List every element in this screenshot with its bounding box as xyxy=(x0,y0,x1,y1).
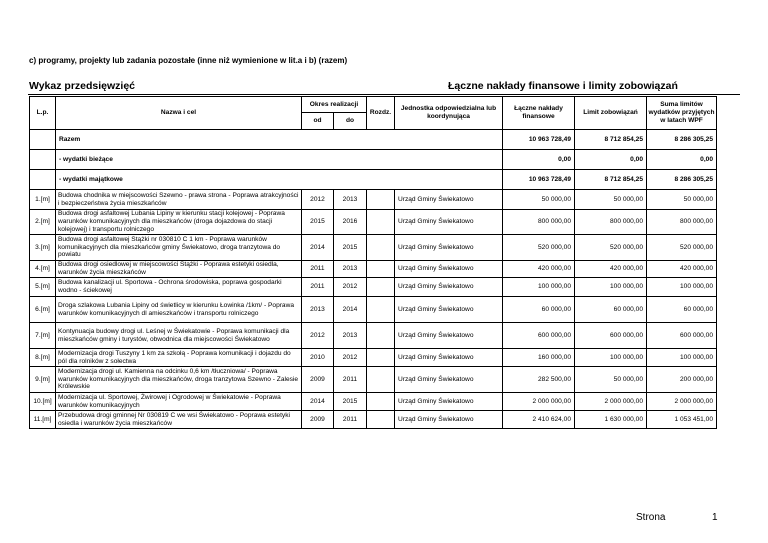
row-lp: 5.[m] xyxy=(30,278,56,297)
table-row xyxy=(30,411,717,429)
row-lp: 1.[m] xyxy=(30,190,56,210)
col-sum-header: Suma limitów wydatków przyjętych w latach WPF xyxy=(647,97,717,130)
row-unit: Urząd Gminy Świekatowo xyxy=(395,261,503,278)
row-to: 2013 xyxy=(334,323,367,349)
col-period-header: Okres realizacji xyxy=(302,97,367,113)
row-total: 60 000,00 xyxy=(503,297,575,323)
row-name: Droga szlakowa Lubania Lipiny od świetlicy w kierunku Łowinka /1km/ - Poprawa warunków komunikacyjnych dl amieszkańców i transportu rolniczego xyxy=(56,297,302,323)
row-name: Kontynuacja budowy drogi ul. Leśnej w Świekatowie - Poprawa komunikacji dla mieszkańców gminy i turystów, obwodnica dla miejscowości Świekatowo xyxy=(56,323,302,349)
row-sum: 50 000,00 xyxy=(647,190,717,210)
row-to: 2015 xyxy=(334,235,367,261)
summary-lp-cell xyxy=(30,150,56,170)
summary-row xyxy=(30,150,717,170)
table-row xyxy=(30,297,717,323)
row-rozdz xyxy=(367,261,395,278)
row-from: 2010 xyxy=(302,349,334,367)
row-name: Budowa drogi asfaltowej Stążki nr 030810 C 1 km - Poprawa warunków komunikacyjnych dla mieszkańców gminy Świekatowo, droga tranzytowa do powiatu xyxy=(56,235,302,261)
row-total: 2 000 000,00 xyxy=(503,393,575,411)
row-name: Budowa kanalizacji ul. Sportowa - Ochrona środowiska, poprawa gospodarki wodno - ściekowej xyxy=(56,278,302,297)
row-unit: Urząd Gminy Świekatowo xyxy=(395,393,503,411)
row-lp: 8.[m] xyxy=(30,349,56,367)
summary-total: 10 963 728,49 xyxy=(503,170,575,190)
page-label: Strona xyxy=(636,512,666,523)
table-row xyxy=(30,190,717,210)
row-name: Modernizacja drogi Tuszyny 1 km za szkołą - Poprawa komunikacji i dojazdu do pól dla rolników z sołectwa xyxy=(56,349,302,367)
summary-sum: 8 286 305,25 xyxy=(647,170,717,190)
table-row xyxy=(30,349,717,367)
row-total: 160 000,00 xyxy=(503,349,575,367)
row-lp: 6.[m] xyxy=(30,297,56,323)
row-lp: 4.[m] xyxy=(30,261,56,278)
row-limit: 800 000,00 xyxy=(575,210,647,235)
row-sum: 2 000 000,00 xyxy=(647,393,717,411)
row-sum: 800 000,00 xyxy=(647,210,717,235)
row-rozdz xyxy=(367,411,395,429)
col-lp-header: L.p. xyxy=(30,97,56,130)
row-lp: 7.[m] xyxy=(30,323,56,349)
row-rozdz xyxy=(367,210,395,235)
col-limit-header: Limit zobowiązań xyxy=(575,97,647,130)
row-limit: 50 000,00 xyxy=(575,367,647,393)
row-total: 100 000,00 xyxy=(503,278,575,297)
section-heading: c) programy, projekty lub zadania pozostałe (inne niż wymienione w lit.a i b) (razem) xyxy=(29,56,348,65)
row-name: Budowa drogi asfaltowej Lubania Lipiny w kierunku stacji kolejowej - Poprawa warunków komunikacyjnych dla mieszkańców (droga dojazdowa do stacji kolejowej) i transportu rolniczego xyxy=(56,210,302,235)
table-row xyxy=(30,261,717,278)
row-from: 2009 xyxy=(302,411,334,429)
row-limit: 2 000 000,00 xyxy=(575,393,647,411)
summary-label: - wydatki bieżące xyxy=(56,150,503,170)
summary-limit: 8 712 854,25 xyxy=(575,130,647,150)
row-to: 2013 xyxy=(334,261,367,278)
table-row xyxy=(30,210,717,235)
row-sum: 1 053 451,00 xyxy=(647,411,717,429)
row-limit: 50 000,00 xyxy=(575,190,647,210)
summary-row xyxy=(30,130,717,150)
row-unit: Urząd Gminy Świekatowo xyxy=(395,210,503,235)
title-divider xyxy=(28,94,740,95)
row-total: 282 500,00 xyxy=(503,367,575,393)
row-rozdz xyxy=(367,297,395,323)
row-rozdz xyxy=(367,190,395,210)
row-to: 2011 xyxy=(334,411,367,429)
row-unit: Urząd Gminy Świekatowo xyxy=(395,323,503,349)
row-total: 800 000,00 xyxy=(503,210,575,235)
row-rozdz xyxy=(367,393,395,411)
row-name: Budowa drogi osiedlowej w miejscowości Stążki - Poprawa estetyki osiedla, warunków życia mieszkańców xyxy=(56,261,302,278)
row-total: 600 000,00 xyxy=(503,323,575,349)
row-name: Modernizacja ul. Sportowej, Żwirowej i Ogrodowej w Świekatowie - Poprawa warunków komunikacyjnych xyxy=(56,393,302,411)
row-limit: 600 000,00 xyxy=(575,323,647,349)
row-unit: Urząd Gminy Świekatowo xyxy=(395,367,503,393)
row-from: 2014 xyxy=(302,235,334,261)
header-row-top xyxy=(30,97,717,113)
row-limit: 420 000,00 xyxy=(575,261,647,278)
summary-lp-cell xyxy=(30,170,56,190)
table-row xyxy=(30,235,717,261)
row-rozdz xyxy=(367,278,395,297)
row-to: 2015 xyxy=(334,393,367,411)
col-from-header: od xyxy=(302,113,334,130)
row-to: 2013 xyxy=(334,190,367,210)
summary-lp-cell xyxy=(30,130,56,150)
row-rozdz xyxy=(367,235,395,261)
row-to: 2014 xyxy=(334,297,367,323)
row-sum: 60 000,00 xyxy=(647,297,717,323)
row-unit: Urząd Gminy Świekatowo xyxy=(395,349,503,367)
row-from: 2014 xyxy=(302,393,334,411)
row-unit: Urząd Gminy Świekatowo xyxy=(395,278,503,297)
col-rozdz-header: Rozdz. xyxy=(367,97,395,130)
row-name: Przebudowa drogi gminnej Nr 030819 C we wsi Świekatowo - Poprawa estetyki osiedla i warunków życia mieszkańców xyxy=(56,411,302,429)
table-row xyxy=(30,323,717,349)
row-sum: 100 000,00 xyxy=(647,349,717,367)
row-total: 520 000,00 xyxy=(503,235,575,261)
col-unit-header: Jednostka odpowiedzialna lub koordynująca xyxy=(395,97,503,130)
row-unit: Urząd Gminy Świekatowo xyxy=(395,411,503,429)
row-to: 2012 xyxy=(334,278,367,297)
row-total: 50 000,00 xyxy=(503,190,575,210)
col-name-header: Nazwa i cel xyxy=(56,97,302,130)
summary-label: - wydatki majątkowe xyxy=(56,170,503,190)
row-lp: 10.[m] xyxy=(30,393,56,411)
row-total: 2 410 624,00 xyxy=(503,411,575,429)
summary-limit: 0,00 xyxy=(575,150,647,170)
row-rozdz xyxy=(367,367,395,393)
row-from: 2009 xyxy=(302,367,334,393)
row-limit: 100 000,00 xyxy=(575,278,647,297)
row-from: 2012 xyxy=(302,323,334,349)
row-from: 2011 xyxy=(302,278,334,297)
row-unit: Urząd Gminy Świekatowo xyxy=(395,297,503,323)
row-sum: 520 000,00 xyxy=(647,235,717,261)
row-name: Budowa chodnika w miejscowości Szewno - prawa strona - Poprawa atrakcyjności i bezpieczeństwa życia mieszkańców xyxy=(56,190,302,210)
list-title: Wykaz przedsięwzięć xyxy=(29,80,136,92)
summary-total: 10 963 728,49 xyxy=(503,130,575,150)
row-rozdz xyxy=(367,323,395,349)
row-sum: 100 000,00 xyxy=(647,278,717,297)
row-to: 2016 xyxy=(334,210,367,235)
row-lp: 11.[m] xyxy=(30,411,56,429)
summary-limit: 8 712 854,25 xyxy=(575,170,647,190)
row-unit: Urząd Gminy Świekatowo xyxy=(395,235,503,261)
row-lp: 2.[m] xyxy=(30,210,56,235)
row-name: Modernizacja drogi ul. Kamienna na odcinku 0,6 km /tłuczniowa/ - Poprawa warunków komunikacyjnych dla mieszkańców, droga tranzytowa Szewno - Zalesie Królewskie xyxy=(56,367,302,393)
row-lp: 9.[m] xyxy=(30,367,56,393)
investment-table xyxy=(29,96,717,429)
row-from: 2015 xyxy=(302,210,334,235)
row-total: 420 000,00 xyxy=(503,261,575,278)
table-row xyxy=(30,393,717,411)
row-sum: 600 000,00 xyxy=(647,323,717,349)
col-to-header: do xyxy=(334,113,367,130)
financial-title: Łączne nakłady finansowe i limity zobowiązań xyxy=(448,80,678,92)
row-from: 2013 xyxy=(302,297,334,323)
row-limit: 100 000,00 xyxy=(575,349,647,367)
row-rozdz xyxy=(367,349,395,367)
summary-row xyxy=(30,170,717,190)
row-sum: 200 000,00 xyxy=(647,367,717,393)
table-row xyxy=(30,278,717,297)
summary-sum: 0,00 xyxy=(647,150,717,170)
row-to: 2012 xyxy=(334,349,367,367)
row-lp: 3.[m] xyxy=(30,235,56,261)
col-total-header: Łączne nakłady finansowe xyxy=(503,97,575,130)
row-unit: Urząd Gminy Świekatowo xyxy=(395,190,503,210)
page-number: 1 xyxy=(712,512,718,523)
summary-total: 0,00 xyxy=(503,150,575,170)
row-limit: 520 000,00 xyxy=(575,235,647,261)
row-from: 2012 xyxy=(302,190,334,210)
row-limit: 1 630 000,00 xyxy=(575,411,647,429)
summary-sum: 8 286 305,25 xyxy=(647,130,717,150)
row-sum: 420 000,00 xyxy=(647,261,717,278)
row-from: 2011 xyxy=(302,261,334,278)
summary-label: Razem xyxy=(56,130,503,150)
table-row xyxy=(30,367,717,393)
row-limit: 60 000,00 xyxy=(575,297,647,323)
row-to: 2011 xyxy=(334,367,367,393)
